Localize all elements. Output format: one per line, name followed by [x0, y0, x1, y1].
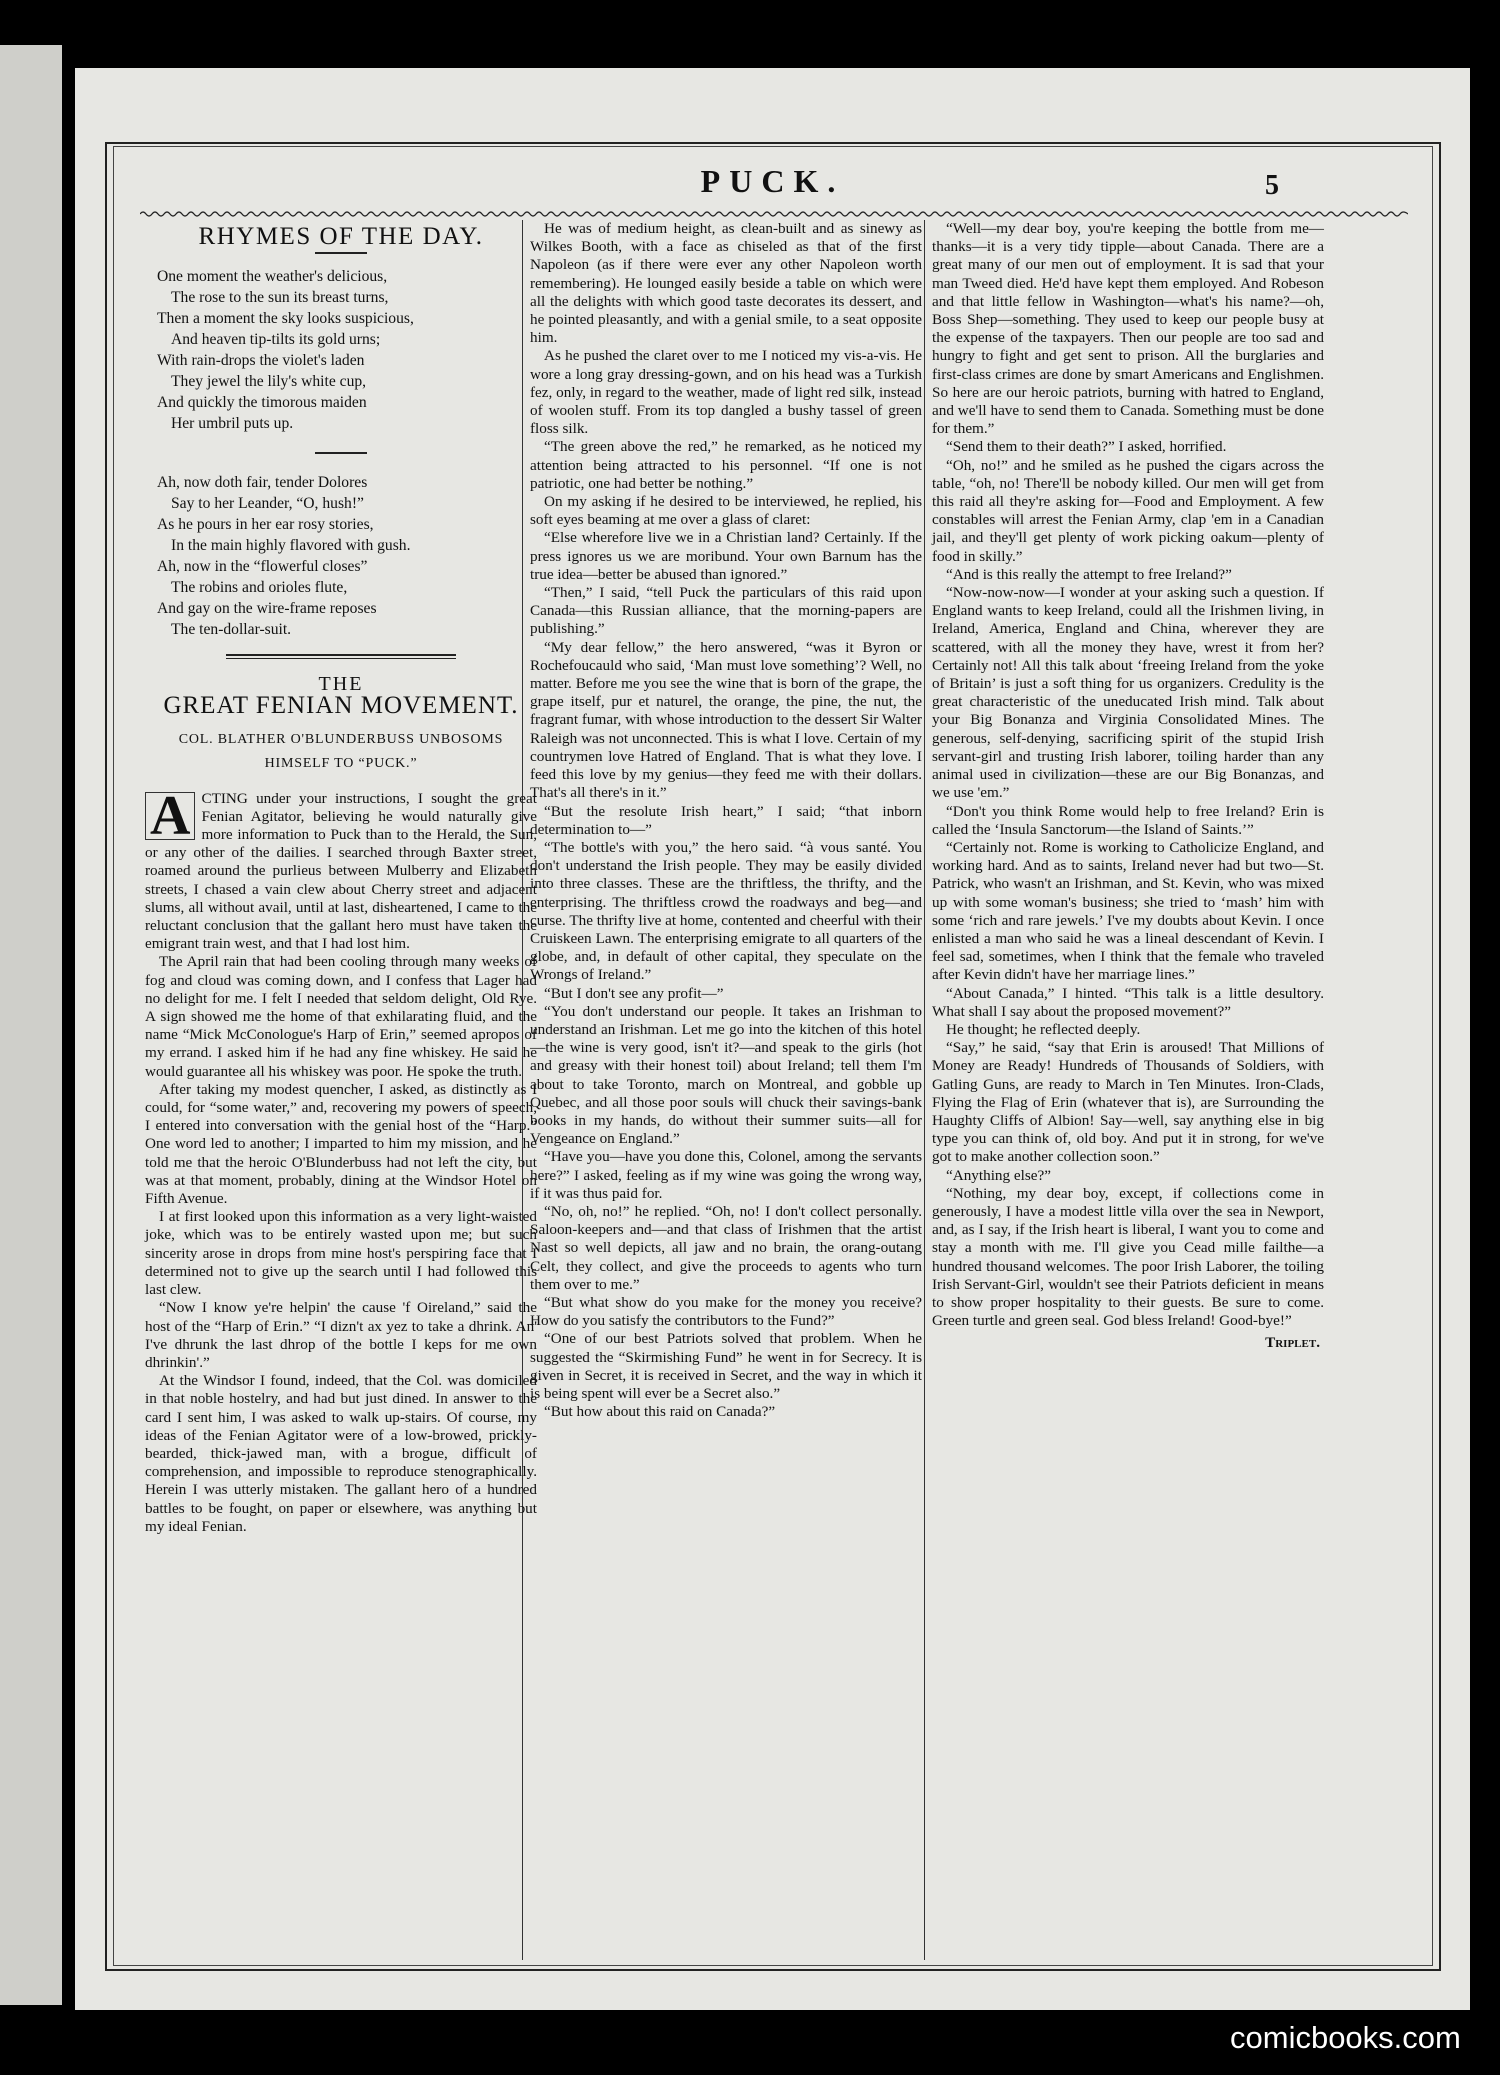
- poem-line: One moment the weather's delicious,: [157, 268, 388, 286]
- body-paragraph: “Certainly not. Rome is working to Catholicize England, and working hard. And as to saints, Ireland never had but two—St. Patrick, who wasn't an Irishman, and St. Kevin, who was mixed up with some woman's business; she tried to ‘mash’ him with some ‘rich and rare jewels.’ I've my doubts about Kevin. I once enlisted a man who said he was a lineal descendant of Kevin. I feel sad, sometimes, when I think that the female who traveled after Kevin didn't have her marriage lines.”: [932, 838, 1324, 984]
- previous-page-edge: [0, 45, 62, 2005]
- poem-line: And gay on the wire-frame reposes: [157, 600, 377, 618]
- body-paragraph: “Don't you think Rome would help to free Ireland? Erin is called the ‘Insula Sanctorum—the Island of Saints.’”: [932, 802, 1324, 838]
- body-paragraph: “But how about this raid on Canada?”: [544, 1403, 776, 1421]
- body-paragraph: “But I don't see any profit—”: [544, 984, 724, 1002]
- page-number: 5: [1265, 170, 1279, 201]
- body-paragraph: The April rain that had been cooling through many weeks of fog and cloud was coming down, and I confess that Lager had no delight for me. I felt I needed that seldom delight, Old Rye. A sign showed me the home of that exhilarating fluid, and the name “Mick McConologue's Harp of Erin,” seemed apropos of my errand. I asked him if he had any fine whiskey. He said he would guarantee all his whiskey was poor. He spoke the truth.: [145, 953, 537, 1080]
- poem-line: With rain-drops the violet's laden: [157, 352, 365, 370]
- body-paragraph: After taking my modest quencher, I asked, as distinctly as I could, for “some water,” and, recovering my powers of speech, I entered into conversation with the genial host of the “Harp.” One word led to another; I imparted to him my mission, and he told me that the heroic O'Blunderbuss had not left the city, but was at that moment, probably, dining at the Windsor Hotel on Fifth Avenue.: [145, 1080, 537, 1208]
- body-paragraph: “Say,” he said, “say that Erin is aroused! That Millions of Money are Ready! Hundreds of Thousands of Soldiers, with Gatling Guns, are ready to March in Ten Minutes. Iron-Clads, Flying the Flag of Erin (whatever that is), are Surrounding the Haughty Cliffs of Albion! Say—well, say anything else in big type you can think of, old boy. And put it in strong, for we've got to make another collection soon.”: [932, 1039, 1324, 1166]
- article-subheading: [145, 728, 537, 776]
- section-rule: [226, 654, 456, 659]
- column-divider: [924, 220, 925, 1960]
- body-paragraph: “Now-now-now—I wonder at your asking such a question. If England wants to keep Ireland, could all the Irishmen living, in Ireland, America, England and China, wherever they are scattered, with all the money they have, wrest it from her? Certainly not! All this talk about ‘freeing Ireland from the yoke of Britain’ is just a soft thing for us organizers. Credulity is the great characteristic of the uneducated Irish mind. Talk about your Big Bonanza and Virginia Consolidated Mines. The generous, self-denying, sacrificing spirit of the stupid Irish servant-girl and trusting Irish laborer, toiling harder than any animal used in civilization—these are our Big Bonanzas, and we use 'em.”: [932, 584, 1324, 802]
- article-title: GREAT FENIAN MOVEMENT.: [163, 692, 519, 720]
- site-watermark: comicbooks.com: [1230, 2020, 1461, 2055]
- poem-stanza: [157, 266, 537, 434]
- drop-cap: A: [145, 792, 195, 840]
- poem-line: And quickly the timorous maiden: [157, 394, 367, 412]
- poem-line: As he pours in her ear rosy stories,: [157, 516, 374, 534]
- body-paragraph: “But the resolute Irish heart,” I said; “that inborn determination to—”: [530, 802, 922, 838]
- body-paragraph: “My dear fellow,” the hero answered, “was it Byron or Rochefoucauld who said, ‘Man must love something’? Well, no matter. Before me you see the wine that is born of the grape, the grape itself, pur et naturel, the orange, the pine, the nut, the fragrant fumar, with whose introduction to the dessert Sir Walter Raleigh was not unconnected. This is what I love. Certain of my countrymen love Hatred of England. That is what they love. I feed this love by my genius—they feed me with their dollars. That's all there's in it.”: [530, 638, 922, 802]
- body-paragraph: I at first looked upon this information as a very light-waisted joke, which was to be entirely wasted upon me; but such sincerity arose in drops from mine host's perspiring face that I determined not to give up the search until I had followed this last clew.: [145, 1208, 537, 1299]
- poem-stanza: [157, 472, 537, 640]
- poem-line: The rose to the sun its breast turns,: [171, 289, 389, 307]
- article-kicker: THE: [318, 673, 364, 696]
- body-paragraph: “The bottle's with you,” the hero said. “à vous santé. You don't understand the Irish people. They may be easily divided into three classes. These are the thriftless, the thrifty, and the enterprising. The thriftless crowd the roadways and beg—and curse. The thrifty live at home, contented and cheerful with their Cruiskeen Lawn. The enterprising emigrate to all quarters of the globe, and, in default of other capital, they speculate on the Wrongs of Ireland.”: [530, 838, 922, 984]
- body-paragraph: As he pushed the claret over to me I noticed my vis-a-vis. He wore a long gray dressing-gown, and on his head was a Turkish fez, only, in regard to the weather, made of light red silk, instead of woolen stuff. From its top dangled a bushy tassel of green floss silk.: [530, 347, 922, 438]
- body-paragraph: “About Canada,” I hinted. “This talk is a little desultory. What shall I say about the proposed movement?”: [932, 984, 1324, 1020]
- body-paragraph: “Now I know ye're helpin' the cause 'f Oireland,” said the host of the “Harp of Erin.” “I dizn't ax yez to take a dhrink. An' I've dhrunk the last dhrop of the bottle I keps for me own dhrinkin'.”: [145, 1299, 537, 1371]
- body-paragraph: He thought; he reflected deeply.: [946, 1020, 1141, 1038]
- body-paragraph: He was of medium height, as clean-built and as sinewy as Wilkes Booth, with a face as chiseled as that of the first Napoleon (as if there were ever any other Napoleon worth remembering). He lounged easily beside a table on which were all the delights with which good taste decorates its dessert, and he pointed pleasantly, and with a genial smile, to a seat opposite him.: [530, 220, 922, 347]
- column-3: [932, 220, 1324, 1353]
- divider: [315, 452, 367, 454]
- body-paragraph: “But what show do you make for the money you receive? How do you satisfy the contributors to the Fund?”: [530, 1293, 922, 1330]
- body-paragraph: “Send them to their death?” I asked, horrified.: [946, 438, 1227, 456]
- body-paragraph: “Nothing, my dear boy, except, if collections come in generously, I have a modest little villa over the sea in Newport, and, as I say, if the Irish heart is liberal, I want you to come and stay a month with me. I'll give you Cead mille failthe—a hundred thousand welcomes. The poor Irish Laborer, the toiling Irish Servant-Girl, wouldn't see their Patriots deficient in means to show proper hospitality to their guests. Be sure to come. Green turtle and green seal. God bless Ireland! Good-bye!”: [932, 1184, 1324, 1330]
- body-paragraph: “Then,” I said, “tell Puck the particulars of this raid upon Canada—this Russian alliance, that the morning-papers are publishing.”: [530, 584, 922, 638]
- body-paragraph: “The green above the red,” he remarked, as he noticed my attention being attracted to his personnel. “If one is not patriotic, one had better be nothing.”: [530, 438, 922, 492]
- poem-line: Ah, now doth fair, tender Dolores: [157, 474, 368, 492]
- body-paragraph: “Anything else?”: [946, 1166, 1052, 1184]
- poem-line: In the main highly flavored with gush.: [171, 537, 411, 555]
- body-paragraph: “Else wherefore live we in a Christian land? Certainly. If the press ignores us we are moribund. Your own Barnum has the true idea—better be abused than ignored.”: [530, 529, 922, 583]
- body-paragraph: “Well—my dear boy, you're keeping the bottle from me—thanks—it is a very tidy tipple—about Canada. There are a great many of our men out of employment. It is sad that your man Tweed died. He'd have kept them employed. And Robeson and that little fellow in Washington—what's his name?—oh, Boss Shep—something. They used to keep our people busy at the expense of the taxpayers. Then our people are too sad and hungry to fight and get sent to prison. All the burglaries and first-class crimes are done by smart Americans and Englishmen. So here are our heroic patriots, burning with hatred to England, and we'll have to send them to Canada. Something must be done for them.”: [932, 220, 1324, 438]
- poem-line: Say to her Leander, “O, hush!”: [171, 495, 364, 513]
- poem-line: The robins and orioles flute,: [171, 579, 348, 597]
- column-2: [530, 220, 922, 1421]
- body-paragraph: A CTING under your instructions, I sought the great Fenian Agitator, believing he would naturally give more information to Puck than to the Herald, the Sun, or any other of the dailies. I searched through Baxter street, roamed around the purlieus between Mulberry and Elizabeth streets, I chased a vain clew about Cherry street and adjacent slums, all without avail, until at last, disheartened, I came to the reluctant conclusion that the gallant hero must have taken the emigrant train west, and that I had lost him.: [145, 784, 537, 953]
- masthead-wavy-rule: [140, 210, 1408, 218]
- author-signature: Triplet.: [1265, 1334, 1320, 1352]
- magazine-page: [75, 68, 1470, 2010]
- rhymes-title: RHYMES OF THE DAY.: [198, 223, 484, 250]
- body-paragraph: “No, oh, no!” he replied. “Oh, no! I don't collect personally. Saloon-keepers and—and that class of Irishmen that the artist Nast so well depicts, all jaw and no brain, the orang-outang Celt, they collect, and give the proceeds to agents who turn them over to me.”: [530, 1202, 922, 1293]
- poem-line: And heaven tip-tilts its gold urns;: [171, 331, 381, 349]
- subheading-line: COL. BLATHER O'BLUNDERBUSS UNBOSOMS: [178, 731, 504, 747]
- body-paragraph: On my asking if he desired to be interviewed, he replied, his soft eyes beaming at me over a glass of claret:: [530, 493, 922, 529]
- poem-line: The ten-dollar-suit.: [171, 621, 292, 639]
- body-paragraph: “Oh, no!” and he smiled as he pushed the cigars across the table, “oh, no! There'll be nobody killed. Our men will get from this raid all they're asking for—Food and Employment. A few constables will arrest the Fenian Army, clap 'em in a Canadian jail, and they'll get plenty of work picking oakum—plenty of food in skilly.”: [932, 456, 1324, 565]
- subheading-line: HIMSELF TO “PUCK.”: [264, 755, 418, 771]
- body-paragraph: “And is this really the attempt to free Ireland?”: [946, 565, 1232, 583]
- column-1: [145, 220, 537, 1536]
- poem-line: Then a moment the sky looks suspicious,: [157, 310, 414, 328]
- body-paragraph: “One of our best Patriots solved that problem. When he suggested the “Skirmishing Fund” he went in for Secrecy. It is given in Secret, it is received in Secret, and the way in which it is being spent will ever be a Secret also.”: [530, 1330, 922, 1402]
- masthead: PUCK.: [700, 163, 845, 199]
- divider: [315, 252, 367, 254]
- body-paragraph: “Have you—have you done this, Colonel, among the servants here?” I asked, feeling as if my wine was going the wrong way, if it was thus paid for.: [530, 1148, 922, 1202]
- poem-line: Her umbril puts up.: [171, 415, 294, 433]
- poem-line: They jewel the lily's white cup,: [171, 373, 367, 391]
- body-paragraph: At the Windsor I found, indeed, that the Col. was domiciled in that noble hostelry, and had but just dined. In answer to the card I sent him, I was asked to walk up-stairs. Of course, my ideas of the Fenian Agitator were of a low-browed, prickly-bearded, thick-jawed man, with a brogue, difficult of comprehension, and impossible to reproduce stenographically. Herein I was utterly mistaken. The gallant hero of a hundred battles to be fought, on paper or elsewhere, was anything but my ideal Fenian.: [145, 1372, 537, 1535]
- body-paragraph: “You don't understand our people. It takes an Irishman to understand an Irishman. Let me go into the kitchen of this hotel—the wine is very good, isn't it?—and speak to the girls (hot and greasy with their honest toil) about Ireland; tell them I'm about to take Toronto, march on Montreal, and gobble up Quebec, and all those poor souls will chuck their savings-bank books in my hands, do without their summer suits—all for Vengeance on England.”: [530, 1002, 922, 1148]
- poem-line: Ah, now in the “flowerful closes”: [157, 558, 368, 576]
